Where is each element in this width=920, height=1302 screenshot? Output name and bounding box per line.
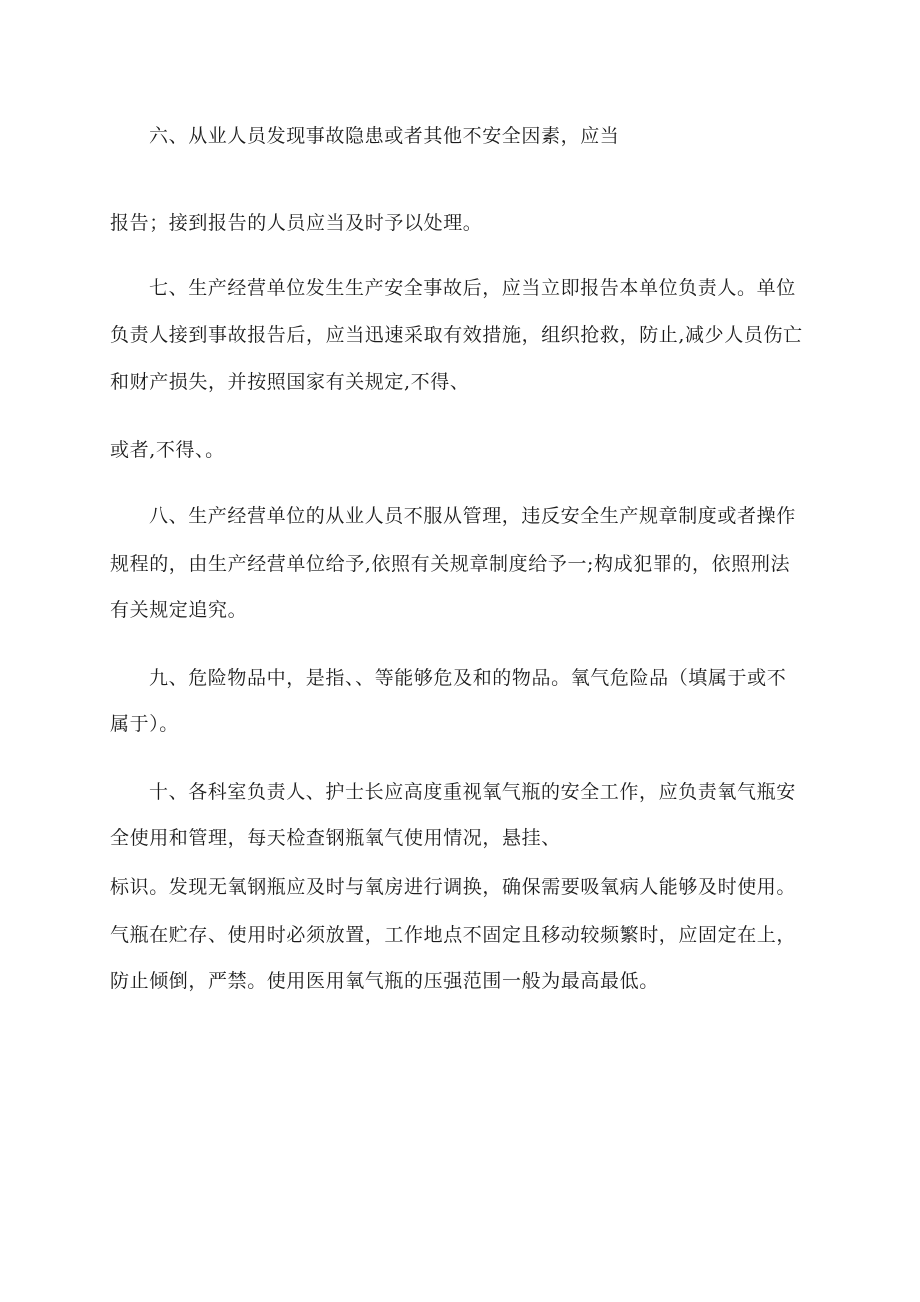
item-8-line-3: 有关规定追究。	[110, 599, 248, 621]
item-7-line-3: 和财产损失，并按照国家有关规定,不得、	[110, 371, 470, 393]
item-10-line-5: 防止倾倒，严禁。使用医用氧气瓶的压强范围一般为最高最低。	[110, 970, 659, 992]
item-7-line-2: 负责人接到事故报告后，应当迅速采取有效措施，组织抢救，防止,减少人员伤亡	[110, 324, 803, 346]
item-7-line-1: 七、生产经营单位发生生产安全事故后，应当立即报告本单位负责人。单位	[149, 277, 796, 299]
item-6-line-1: 六、从业人员发现事故隐患或者其他不安全因素，应当	[149, 125, 620, 147]
item-8-line-2: 规程的，由生产经营单位给予,依照有关规章制度给予一;构成犯罪的，依照刑法	[110, 553, 791, 575]
item-10-line-3: 标识。发现无氧钢瓶应及时与氧房进行调换，确保需要吸氧病人能够及时使用。	[110, 876, 797, 898]
item-10-line-4: 气瓶在贮存、使用时必须放置，工作地点不固定且移动较频繁时，应固定在上，	[110, 924, 797, 946]
item-7-line-4: 或者,不得、。	[110, 439, 225, 461]
item-6-line-2: 报告；接到报告的人员应当及时予以处理。	[110, 212, 483, 234]
item-10-line-1: 十、各科室负责人、护士长应高度重视氧气瓶的安全工作，应负责氧气瓶安	[149, 781, 796, 803]
item-9-line-2: 属于）。	[110, 713, 179, 735]
item-8-line-1: 八、生产经营单位的从业人员不服从管理，违反安全生产规章制度或者操作	[149, 505, 796, 527]
item-10-line-2: 全使用和管理，每天检查钢瓶氧气使用情况，悬挂、	[110, 827, 561, 849]
item-9-line-1: 九、危险物品中，是指、、等能够危及和的物品。氧气危险品（填属于或不	[149, 667, 787, 689]
